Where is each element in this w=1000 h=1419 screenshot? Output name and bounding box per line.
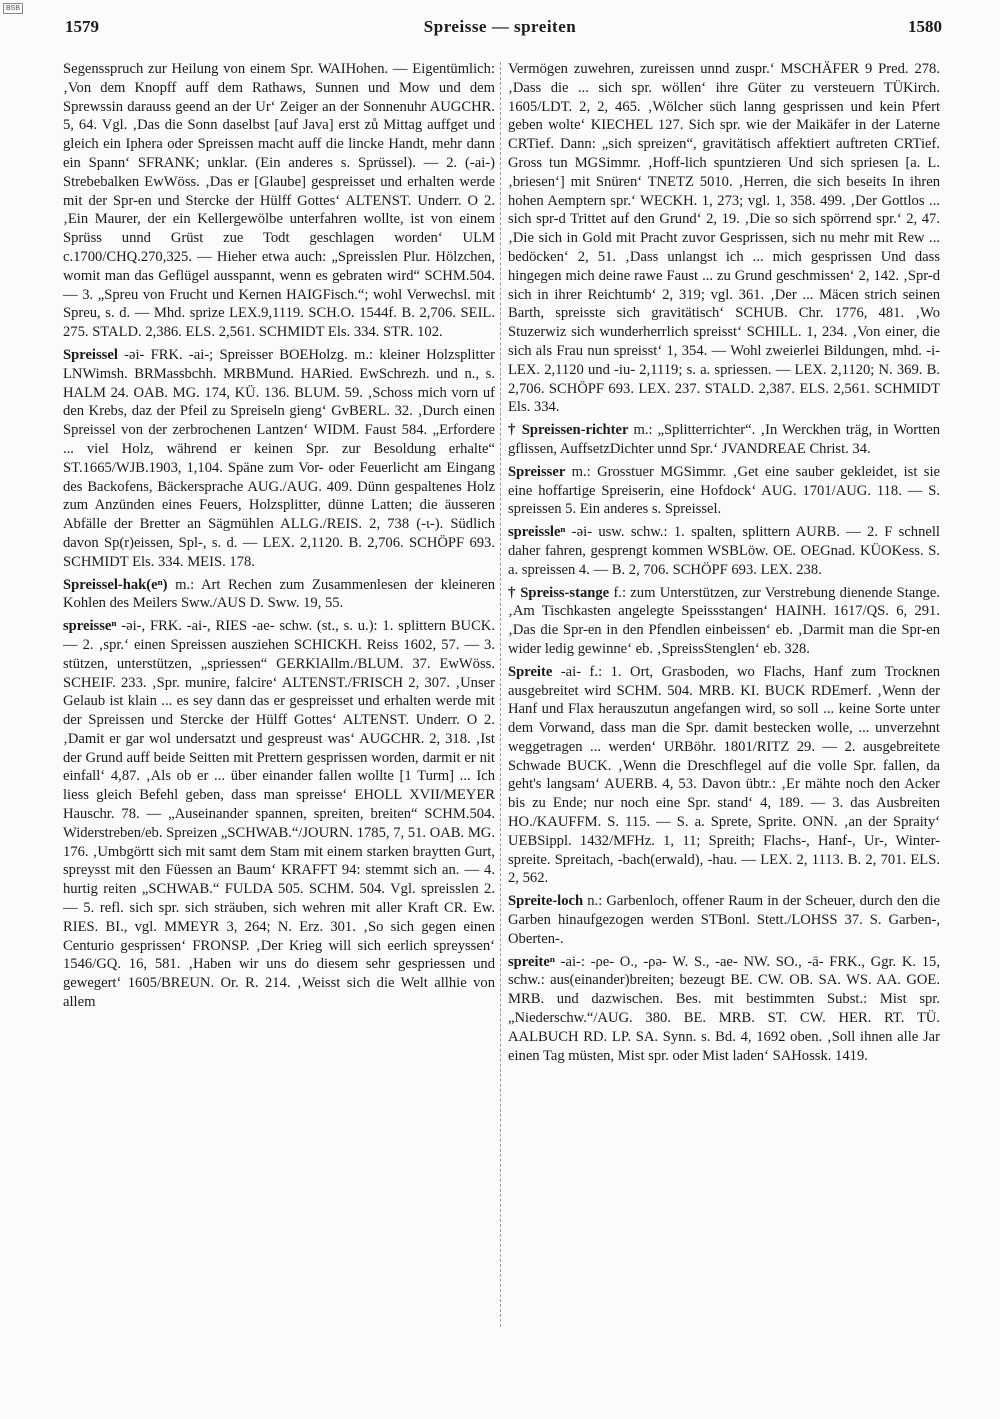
- dictionary-entry: [508, 892, 940, 948]
- page-number-left: 1579: [65, 17, 99, 36]
- library-stamp: BSB: [3, 3, 23, 14]
- entry-text: -əi-, FRK. -ai-, RIES -ae- schw. (st., s. u.): 1. splittern BUCK. — 2. ‚spr.‘ einen Spreissen ausziehen SCHICKH. Reiss 1602, 57. — 3. stützen, unterstützen, „spriessen“ GERKlAllm./BLUM. 37. EwWöss. SCHEIF. 233. ‚Spr. munire, falcire‘ ALTENST./FRISCH 2, 307. ‚Unser Gelaub ist klain ... es sey dann das er gespreisset und erhalten werde mit der Spreissen und Stercke der Hülff Gottes‘ ALTENST. Underr. O 2. ‚Damit er gar wol undersatzt und gespreust was‘ AUGCHR. 2, 318. ‚Ist der Grund auff beide Seitten mit Prettern gesprissen worden, darmit er nit einfall‘ 4,87. ‚Als ob er ... über einander fallen wollte [1 Turm] ... Ich liess gleich Befehl geben, dass man spreisse‘ EHOLL XVII/MEYER Hauschr. 78. — „Auseinander spannen, spreiten, breiten“ SCHM.504. Widerstreben/eb. Spreizen „SCHWAB.“/JOURN. 1785, 7, 51. OAB. MG. 176. ‚Umbgörtt sich mit samt dem Stam mit einem starken braytten Gurt, spreysst mit den Füessen an Baum‘ KRAFFT 94: stemmt sich an. — 4. hurtig reiten „SCHWAB.“ FULDA 505. SCHM. 504. Vgl. spreisslen 2. — 5. refl. sich spr. sich sträuben, sich wehren mit aller Kraft CR. Ew. RIES. BI., vgl. MMEYR 3, 264; N. Erz. 301. ‚So sich gegen einen Centurio gesprissen‘ FRONSP. ‚Der Krieg will sich eerlich spreyssen‘ 1546/GQ. 16, 581. ‚Haben wir uns do diesem sehr gespriessen und gewegert‘ 1605/BREUN. Or. R. 214. ‚Weisst sich die Welt allhie von allem: [63, 618, 495, 1011]
- entry-lemma: † Spreissen-richter: [508, 422, 629, 439]
- dictionary-entry: [508, 463, 940, 519]
- dictionary-entry: [63, 346, 495, 572]
- dictionary-entry: [508, 953, 940, 1066]
- entry-lemma: Spreite: [508, 663, 553, 680]
- left-column: [63, 60, 495, 1400]
- column-divider: [500, 62, 501, 1327]
- dictionary-entry: [508, 663, 940, 889]
- entry-text: -ai-: -ρe- O., -ρə- W. S., -ae- NW. SO., -ā- FRK., Ggr. K. 15, schw.: aus(einander)breiten; bezeugt BE. CW. OB. SA. WS. AA. GOE. MRB. und dazwischen. Bes. mit bestimmten Subst.: Mist spr. „Niederschw.“/AUG. 380. BE. MRB. ST. CW. HER. RT. TÜ. AALBUCH RD. LP. SA. Synn. s. Bd. 4, 1692 oben. ‚Soll ihnen alle Jar einen Tag müsten, Mist spr. oder Mist laden‘ SAHossk. 1419.: [508, 953, 940, 1064]
- dictionary-entry: [508, 584, 940, 659]
- entry-text: Vermögen zuwehren, zureissen unnd zuspr.‘ MSCHÄFER 9 Pred. 278. ‚Dass die ... sich spr. wöllen‘ ihre Güter zu versteuern TÜKirch. 1605/LDT. 2, 2, 465. ‚Wölcher süch lanng gesprissen und kein Pfert geben wolte‘ KIECHEL 127. Sich spr. wie der Maikäfer in der Laterne CRTief. Dann: „sich spreizen“, gravitätisch affektiert auftreten CRTief. Gross tun MGSimmr. ‚Hoff-lich spuntzieren Und sich spriesen [a. L. ‚briesen‘] mit Snüren‘ TNETZ 5010. ‚Herren, die sich beseits In ihren hohen Aemptern spr.‘ WECKH. 1, 273; vgl. 1, 358. 499. ‚Der Gottlos ... sich spr-d Trittet auf den Grund‘ 2, 19. ‚Die so sich spörrend spr.‘ 2, 47. ‚Die sich in Gold mit Pracht zuvor Gesprissen, sich nu mehr mit Rew ... bedöcken‘ 2, 51. ‚Dass unlangst ich ... mich gesprissen Und dass hingegen mich deine rawe Faust ... zu Grund geschmissen‘ 2, 142. ‚Spr-d sich in ihrer Reichtumb‘ 2, 319; vgl. 361. ‚Der ... Mäcen strich seinen Barth, spreisste sich gravitätisch‘ SCHUB. Chr. 1776, 481. ‚Wo Stuzerwiz sich wunderherrlich spreisst‘ SCHILL. 1, 234. ‚Von einer, die sich als Frau nun spreisst‘ 1, 354. — Wohl zweierlei Bildungen, mhd. -i- LEX. 2,1120 und -iu- 2,1119; s. a. spriessen. — LEX. 2,1120; N. 369. B. 2,706. SCHÖPF 693. LEX. 237. STALD. 2,387. ELS. 2,561. SCHMIDT Els. 334.: [508, 61, 940, 416]
- entry-lemma: Spreisser: [508, 463, 566, 480]
- dictionary-entry: [508, 523, 940, 579]
- entry-lemma: † Spreiss-stange: [508, 584, 610, 601]
- dictionary-entry: [63, 617, 495, 1012]
- running-title: Spreisse — spreiten: [423, 17, 577, 36]
- entry-lemma: Spreissel-hak(eⁿ): [63, 576, 168, 593]
- entry-text: m.: Grosstuer MGSimmr. ‚Get eine sauber gekleidet, ist sie eine hoffartige Spreiserin, eine Hofdock‘ AUG. 1701/AUG. 118. — S. spreissen 5. Ein anderes s. Spreissel.: [508, 463, 940, 518]
- entry-text: -əi- FRK. -ai-; Spreisser BOEHolzg. m.: kleiner Holzsplitter LNWimsh. BRMassbchh. MRBMund. HARied. EwSchrezh. und n., s. HALM 24. OAB. MG. 174, KÜ. 136. BLUM. 59. ‚Schoss mich vorn uf den Krebs, daz der Pfeil zu Spreiseln gieng‘ GvBERL. 32. ‚Durch einen Spreissel von der zerbrochenen Lantzen‘ WIDM. Faust 584. „Erfordere ... viel Holz, während er keinen Spr. zur Besoldung erhalte“ ST.1665/WJB.1903, 1,104. Späne zum Vor- oder Feuerlicht am Eingang des Backofens, Bäckersprache AUG./AUG. 409. Dünn gespaltenes Holz zum Anzünden eines Feuers, Holzsplitter, dünne Latten; die äusseren Abfälle der Bretter an Sägmühlen ALLG./REIS. 2, 738 (-ɩ-). Südlich davon Sp(r)eissen, Spl-, s. d. — LEX. 2,1120. B. 2,706. SCHÖPF 693. SCHMIDT Els. 334. MEIS. 178.: [63, 346, 495, 570]
- right-column: [508, 60, 940, 1400]
- entry-lemma: spreissleⁿ: [508, 524, 566, 541]
- entry-text: m.: „Splitterrichter“. ‚In Werckhen träg, in Wortten gflissen, AuffsetzDichter unnd Spr.‘ JVANDREAE Christ. 34.: [508, 422, 940, 457]
- entry-continuation: [63, 60, 495, 342]
- page-header: [58, 17, 942, 45]
- dictionary-entry: [508, 421, 940, 459]
- entry-lemma: Spreissel: [63, 346, 118, 363]
- entry-lemma: Spreite-loch: [508, 893, 584, 910]
- page-number-right: 1580: [908, 17, 942, 36]
- entry-text: n.: Garbenloch, offener Raum in der Scheuer, durch den die Garben hinaufgezogen werden STBonl. Stett./LOHSS 37. S. Garben-, Oberten-.: [508, 893, 940, 947]
- entry-continuation: [508, 60, 940, 417]
- dictionary-entry: [63, 576, 495, 614]
- entry-text: f.: zum Unterstützen, zur Verstrebung dienende Stange. ‚Am Tischkasten angelegte Speissstangen‘ HAINH. 1617/QS. 6, 291. ‚Das die Spr-en in den Pfendlen einbeissen‘ eb. ‚Darmit man die Spr-en wider ledig gewinne‘ eb. ‚SpreissStenglen‘ eb. 328.: [508, 584, 940, 657]
- entry-lemma: spreisseⁿ: [63, 618, 117, 635]
- entry-text: -əi- usw. schw.: 1. spalten, splittern AURB. — 2. F schnell daher fahren, gesprengt kommen WSBLöw. OE. OEGnad. KÜOKess. S. a. spreissen 4. — B. 2, 706. SCHÖPF 693. LEX. 238.: [508, 524, 940, 578]
- entry-text: -ai- f.: 1. Ort, Grasboden, wo Flachs, Hanf zum Trocknen ausgebreitet wird SCHM. 504. MRB. KI. BUCK RDEmerf. ‚Wenn der Hanf und Flax herauszutun angefangen wird, so soll ... keine Sorte unter dem Vorwand, dass man die Spr. damit bestecken wolle, ... unverzehnt weggetragen ... werden‘ URBöhr. 1801/RITZ 29. — 2. ausgebreitete Schwade BUCK. ‚Wenn die Dreschflegel auf die volle Spr. fallen, da geht's langsam‘ AUERB. 4, 53. Davon übtr.: ‚Er mähte noch den Acker bis zu Ende; nur noch eine Spr. stand‘ 4, 189. — 3. das Ausbreiten HO./KAUFFM. S. 115. — S. a. Sprete, Sprite. ONN. ‚an der Spraity‘ UEBSippl. 1432/MFHz. 1, 11; Spreith; Flachs-, Hanf-, Ur-, Winter-spreite. Spreitach, -bach(erwald), -hau. — LEX. 2, 1113. B. 2, 701. ELS. 2, 562.: [508, 663, 940, 887]
- entry-lemma: spreiteⁿ: [508, 953, 555, 970]
- entry-text: m.: Art Rechen zum Zusammenlesen der kleineren Kohlen des Meilers Sww./AUS D. Sww. 19, 55.: [63, 576, 495, 612]
- entry-text: Segensspruch zur Heilung von einem Spr. WAIHohen. — Eigentümlich: ‚Von dem Knopff auff dem Rathaws, Sunnen und Mow und dem Sprewssin darauss geend an der Ur‘ Zeiger an der Sonnenuhr AUGCHR. 5, 64. Vgl. ‚Das die Sonn daselbst [auf Java] erst zů Mittag auffget und gleich ein Iphera oder Spreissen macht auff die lincke Handt, mehr dann ein Spann‘ SFRANK; unklar. (Ein anderes s. Sprüssel). — 2. (-ai-) Strebebalken EwWöss. ‚Das er [Glaube] gespreisset und erhalten werde mit der Spr-en und Stercke der Hülff Gottes‘ ALTENST. Underr. O 2. ‚Ein Maurer, der ein Kellergewölbe unterfahren wollte, ist von einem Sprüss unnd Grüst zue Todt geschlagen worden‘ ULM c.1700/CHQ.270,325. — Hieher etwa auch: „Spreisslen Plur. Hölzchen, womit man das Geflügel ausspannt, wenn es gebraten wird“ SCHM.504. — 3. „Spreu von Frucht und Kernen HAIGFisch.“; wohl Verwechsl. mit Spreu, s. d. — Mhd. sprize LEX.9,1119. SCH.O. 1544f. B. 2,706. SEIL. 275. STALD. 2,386. ELS. 2,561. SCHMIDT Els. 334. STR. 102.: [63, 61, 495, 341]
